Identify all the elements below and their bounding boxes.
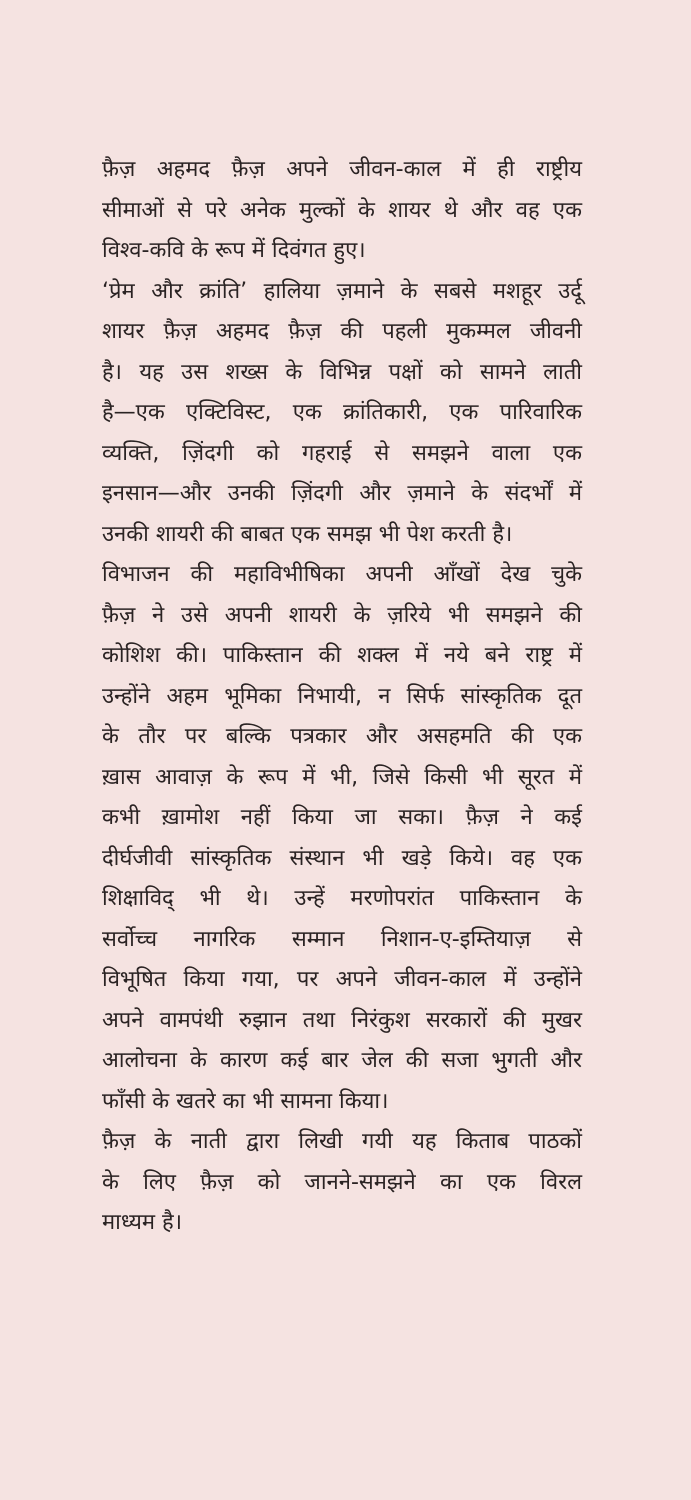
text-line: के तौर पर बल्कि पत्रकार और असहमति की एक <box>102 724 582 749</box>
text-line: फ़ैज़ अहमद फ़ैज़ अपने जीवन-काल में ही राष्ट्रीय <box>102 157 582 182</box>
text-line: आलोचना के कारण कई बार जेल की सजा भुगती और <box>102 1048 582 1073</box>
text-line: सर्वोच्च नागरिक सम्मान निशान-ए-इम्तियाज़ से <box>102 926 582 952</box>
text-line: अपने वामपंथी रुझान तथा निरंकुश सरकारों की मुखर <box>102 1007 582 1033</box>
paragraph-1 <box>102 150 582 272</box>
text-line: उनकी शायरी की बाबत एक समझ भी पेश करती है। <box>102 521 513 547</box>
text-line: है—एक एक्टिविस्ट, एक क्रांतिकारी, एक पारिवारिक <box>102 400 582 425</box>
text-line: विश्व-कवि के रूप में दिवंगत हुए। <box>102 238 366 263</box>
paragraph-3 <box>102 555 582 1122</box>
text-line: ख़ास आवाज़ के रूप में भी, जिसे किसी भी सूरत में <box>102 764 582 790</box>
text-line: फ़ैज़ ने उसे अपनी शायरी के ज़रिये भी समझने की <box>102 602 582 628</box>
text-line: उन्होंने अहम भूमिका निभायी, न सिर्फ सांस्कृतिक दूत <box>102 683 582 709</box>
text-line: विभाजन की महाविभीषिका अपनी आँखों देख चुके <box>102 562 582 587</box>
text-line: सीमाओं से परे अनेक मुल्कों के शायर थे और वह एक <box>102 197 582 223</box>
text-line: शायर फ़ैज़ अहमद फ़ैज़ की पहली मुकम्मल जीवनी <box>102 319 582 344</box>
text-line: इनसान—और उनकी ज़िंदगी और ज़माने के संदर्भों में <box>102 481 582 506</box>
text-line: फाँसी के खतरे का भी सामना किया। <box>102 1088 389 1114</box>
paragraph-4 <box>102 1122 582 1244</box>
text-line: ‘प्रेम और क्रांति’ हालिया ज़माने के सबसे मशहूर उर्दू <box>102 278 582 304</box>
text-line: माध्यम है। <box>102 1210 183 1235</box>
text-line: कभी ख़ामोश नहीं किया जा सका। फ़ैज़ ने कई <box>102 805 582 830</box>
text-line: विभूषित किया गया, पर अपने जीवन-काल में उन्होंने <box>102 967 582 992</box>
text-line: के लिए फ़ैज़ को जानने-समझने का एक विरल <box>102 1169 582 1195</box>
paragraph-2 <box>102 272 582 556</box>
text-line: कोशिश की। पाकिस्तान की शक्ल में नये बने राष्ट्र में <box>102 643 582 668</box>
blurb-text <box>102 150 582 1244</box>
text-line: फ़ैज़ के नाती द्वारा लिखी गयी यह किताब पाठकों <box>102 1129 582 1154</box>
text-line: दीर्घजीवी सांस्कृतिक संस्थान भी खड़े किये। वह एक <box>102 845 582 871</box>
text-line: है। यह उस शख्स के विभिन्न पक्षों को सामने लाती <box>102 359 582 385</box>
text-line: शिक्षाविद् भी थे। उन्हें मरणोपरांत पाकिस्तान के <box>102 886 582 911</box>
text-line: व्यक्ति, ज़िंदगी को गहराई से समझने वाला एक <box>102 440 582 466</box>
